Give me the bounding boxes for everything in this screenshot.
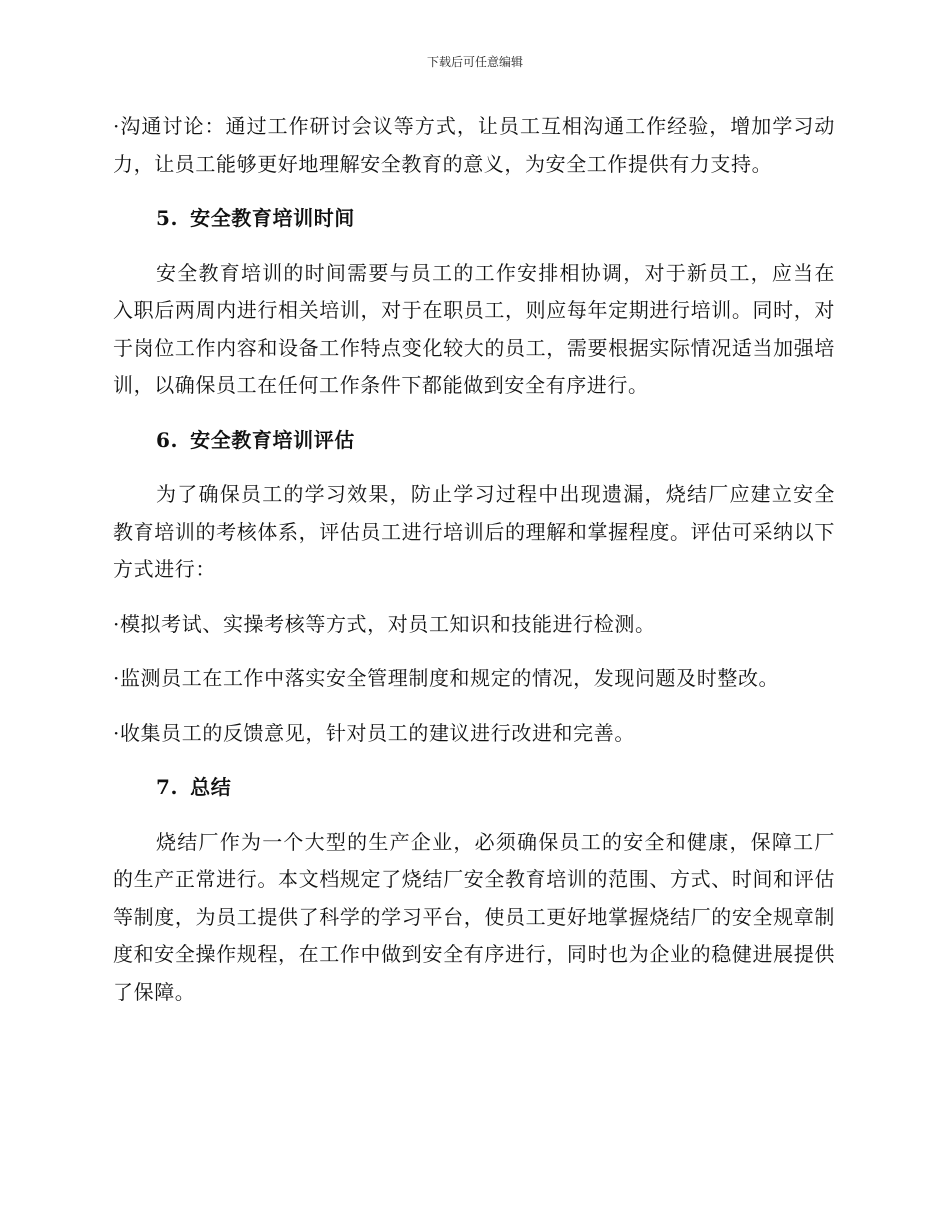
bullet-feedback: ·收集员工的反馈意见，针对员工的建议进行改进和完善。 <box>113 720 635 745</box>
bullet-exam: ·模拟考试、实操考核等方式，对员工知识和技能进行检测。 <box>113 611 656 636</box>
section-number: 6. <box>156 427 179 452</box>
section-title: 总结 <box>190 775 232 799</box>
section-heading-5 <box>113 200 835 238</box>
section-6-body: 为了确保员工的学习效果，防止学习过程中出现遗漏，烧结厂应建立安全教育培训的考核体系，评估员工进行培训后的理解和掌握程度。评估可采纳以下方式进行： <box>113 482 835 581</box>
section-heading-6 <box>113 422 835 460</box>
section-7-body: 烧结厂作为一个大型的生产企业，必须确保员工的安全和健康，保障工厂的生产正常进行。本文档规定了烧结厂安全教育培训的范围、方式、时间和评估等制度，为员工提供了科学的学习平台，使员工更好地掌握烧结厂的安全规章制度和安全操作规程，在工作中做到安全有序进行，同时也为企业的稳健进展提供了保障。 <box>113 829 835 1004</box>
page-header: 下载后可任意编辑 <box>426 55 523 69</box>
section-title: 安全教育培训时间 <box>190 206 355 230</box>
document-body <box>113 108 835 1028</box>
bullet-communication: ·沟通讨论：通过工作研讨会议等方式，让员工互相沟通工作经验，增加学习动力，让员工能够更好地理解安全教育的意义，为安全工作提供有力支持。 <box>113 114 835 176</box>
section-title: 安全教育培训评估 <box>190 427 355 452</box>
section-number: 7. <box>156 775 179 799</box>
bullet-monitor: ·监测员工在工作中落实安全管理制度和规定的情况，发现问题及时整改。 <box>113 666 780 690</box>
section-5-body: 安全教育培训的时间需要与员工的工作安排相协调，对于新员工，应当在入职后两周内进行相关培训，对于在职员工，则应每年定期进行培训。同时，对于岗位工作内容和设备工作特点变化较大的员工，需要根据实际情况适当加强培训，以确保员工在任何工作条件下都能做到安全有序进行。 <box>113 260 835 397</box>
section-number: 5. <box>156 206 179 230</box>
section-heading-7 <box>113 769 835 807</box>
